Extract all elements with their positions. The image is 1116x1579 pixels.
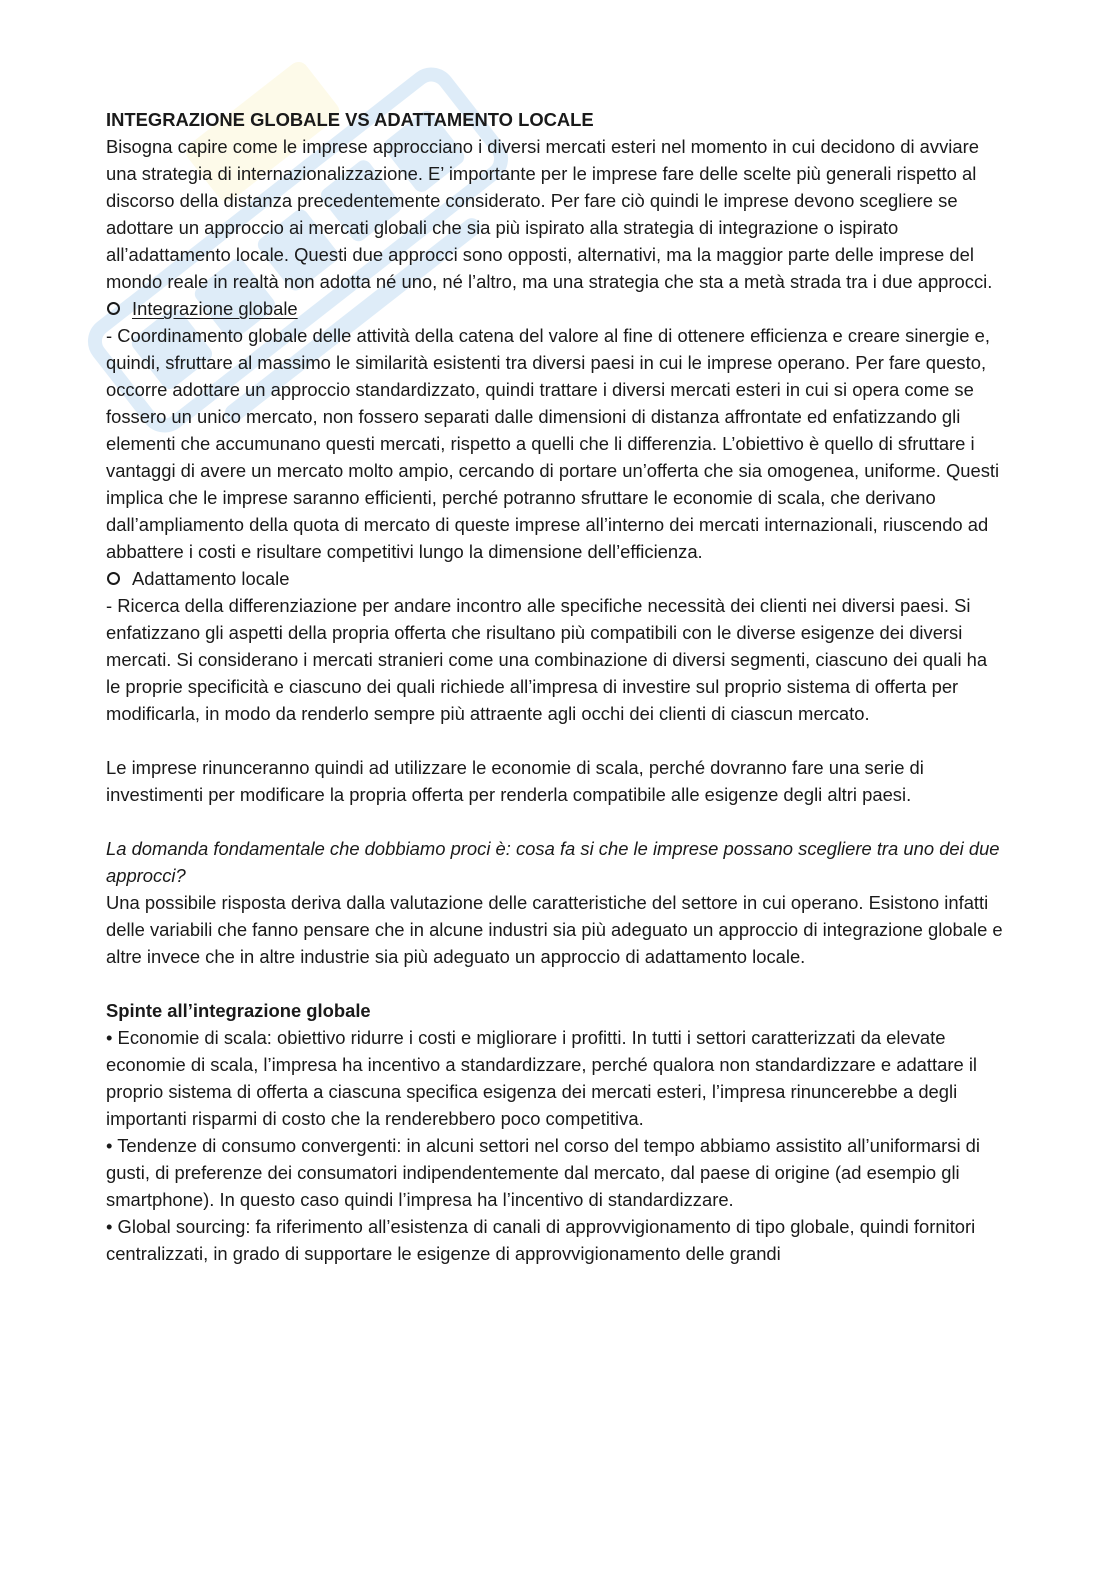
intro-paragraph: Bisogna capire come le imprese approcciano i diversi mercati esteri nel momento in cui decidono di avviare una strategia di internazionalizzazione. E’ importante per le imprese fare delle scelte più generali rispetto al discorso della distanza precedentemente considerato. Per fare ciò quindi le imprese devono scegliere se adottare un approccio ai mercati globali che sia più ispirato alla strategia di integrazione o ispirato all’adattamento locale. Questi due approcci sono opposti, alternativi, ma la maggior parte delle imprese del mondo reale in realtà non adotta né uno, né l’altro, ma una strategia che sta a metà strada tra i due approcci. xyxy=(106,136,993,292)
answer-paragraph: Una possibile risposta deriva dalla valutazione delle caratteristiche del settore in cui operano. Esistono infatti delle variabili che fanno pensare che in alcune industri sia più adeguato un approccio di integrazione globale e altre invece che in altre industrie sia più adeguato un approccio di adattamento locale. xyxy=(106,892,1003,967)
bullet-item: • Global sourcing: fa riferimento all’esistenza di canali di approvvigionamento di tipo globale, quindi fornitori centralizzati, in grado di supportare le esigenze di approvvigionamento delle grandi xyxy=(106,1216,976,1264)
section-paragraph: - Ricerca della differenziazione per andare incontro alle specifiche necessità dei clienti nei diversi paesi. Si enfatizzano gli aspetti della propria offerta che risultano più compatibili con le diverse esigenze dei diversi mercati. Si considerano i mercati stranieri come una combinazione di diversi segmenti, ciascuno dei quali ha le proprie specificità e ciascuno dei quali richiede all’impresa di investire sul proprio sistema di offerta per modificarla, in modo da renderlo sempre più attraente agli occhi dei clienti di ciascun mercato. xyxy=(106,595,988,724)
question-paragraph: La domanda fondamentale che dobbiamo proci è: cosa fa si che le imprese possano scegliere tra uno dei due approcci? xyxy=(106,838,1000,886)
document-page xyxy=(106,106,1006,1267)
circle-bullet-icon xyxy=(107,572,120,585)
bullet-item: • Tendenze di consumo convergenti: in alcuni settori nel corso del tempo abbiamo assistito all’uniformarsi di gusti, di preferenze dei consumatori indipendentemente dal mercato, dal paese di origine (ad esempio gli smartphone). In questo caso quindi l’impresa ha l’incentivo di standardizzare. xyxy=(106,1135,980,1210)
economies-paragraph: Le imprese rinunceranno quindi ad utilizzare le economie di scala, perché dovranno fare una serie di investimenti per modificare la propria offerta per renderla compatibile alle esigenze degli altri paesi. xyxy=(106,757,924,805)
section-integrazione-globale xyxy=(106,295,1006,322)
document-title: INTEGRAZIONE GLOBALE VS ADATTAMENTO LOCALE xyxy=(106,109,594,130)
section-paragraph: - Coordinamento globale delle attività della catena del valore al fine di ottenere efficienza e creare sinergie e, quindi, sfruttare al massimo le similarità esistenti tra diversi paesi in cui le imprese operano. Per fare questo, occorre adottare un approccio standardizzato, quindi trattare i diversi mercati esteri in cui si opera come se fossero un unico mercato, non fossero separati dalle dimensioni di distanza affrontate ed enfatizzando gli elementi che accumunano questi mercati, rispetto a quelli che li differenzia. L’obiettivo è quello di sfruttare i vantaggi di avere un mercato molto ampio, cercando di portare un’offerta che sia omogenea, uniforme. Questi implica che le imprese saranno efficienti, perché potranno sfruttare le economie di scala, che derivano dall’ampliamento della quota di mercato di queste imprese all’interno dei mercati internazionali, riuscendo ad abbattere i costi e risultare competitivi lungo la dimensione dell’efficienza. xyxy=(106,325,1000,562)
subheading: Spinte all’integrazione globale xyxy=(106,1000,371,1021)
bullet-item: • Economie di scala: obiettivo ridurre i costi e migliorare i profitti. In tutti i settori caratterizzati da elevate economie di scala, l’impresa ha incentivo a standardizzare, perché qualora non standardizzare e adattare il proprio sistema di offerta a ciascuna specifica esigenza dei mercati esteri, l’impresa rinuncerebbe a degli importanti risparmi di costo che la renderebbero poco competitiva. xyxy=(106,1027,977,1129)
section-label: Adattamento locale xyxy=(132,568,290,589)
section-label: Integrazione globale xyxy=(132,298,298,319)
circle-bullet-icon xyxy=(107,302,120,315)
section-adattamento-locale xyxy=(106,565,1006,592)
